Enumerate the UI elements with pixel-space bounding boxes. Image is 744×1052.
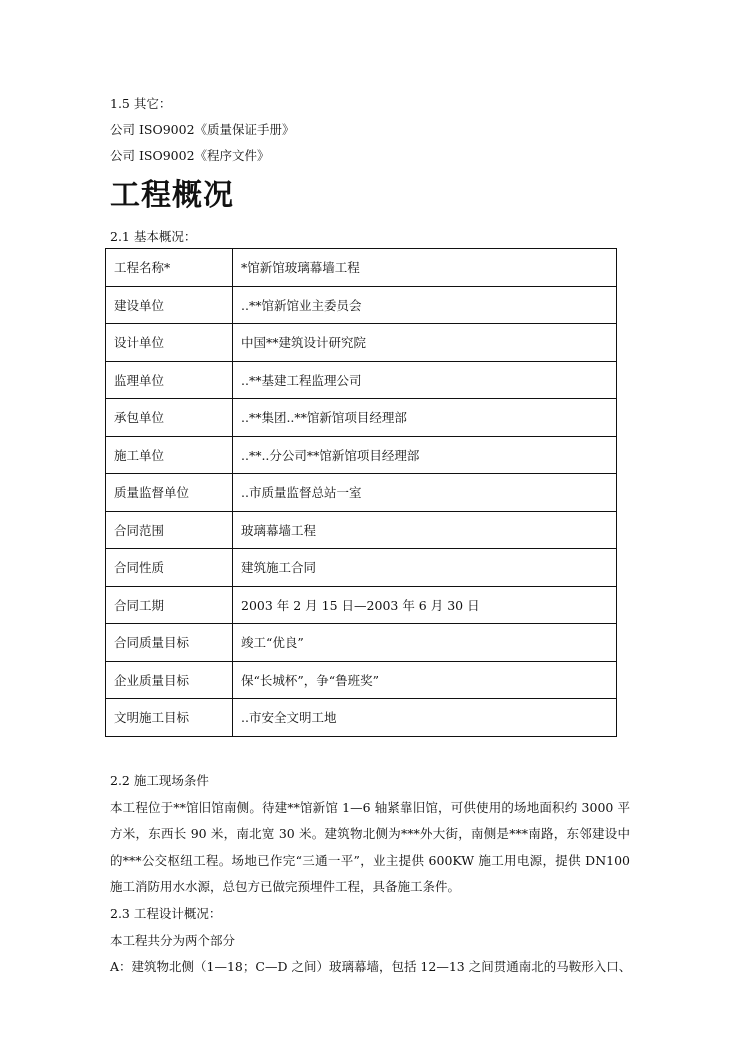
table-row — [106, 661, 617, 699]
row-label: 设计单位 — [106, 324, 233, 362]
section-2-1-title: 2.1 基本概况： — [110, 229, 197, 244]
row-value: ..市质量监督总站一室 — [233, 474, 617, 512]
page-heading: 工程概况 — [110, 178, 234, 213]
row-label: 质量监督单位 — [106, 474, 233, 512]
project-overview-table — [105, 248, 617, 737]
table-row — [106, 699, 617, 737]
site-conditions-paragraph: 本工程位于**馆旧馆南侧。待建**馆新馆 1—6 轴紧靠旧馆，可供使用的场地面积约 3000 平方米，东西长 90 米，南北宽 30 米。建筑物北侧为***外大街，南侧是***南路，东邻建设中的***公交枢纽工程。场地已作完“三通一平”，业主提供 600KW 施工用电源，提供 DN100 施工消防用水水源，总包方已做完预埋件工程，具备施工条件。 — [110, 799, 630, 895]
row-value: ..**集团..**馆新馆项目经理部 — [233, 399, 617, 437]
row-value: ..**基建工程监理公司 — [233, 361, 617, 399]
table-row — [106, 324, 617, 362]
row-value: *馆新馆玻璃幕墙工程 — [233, 249, 617, 287]
row-value: 建筑施工合同 — [233, 549, 617, 587]
row-value: 2003 年 2 月 15 日—2003 年 6 月 30 日 — [233, 586, 617, 624]
table-row — [106, 549, 617, 587]
row-label: 合同范围 — [106, 511, 233, 549]
row-label: 企业质量目标 — [106, 661, 233, 699]
row-label: 监理单位 — [106, 361, 233, 399]
table-row — [106, 361, 617, 399]
reference-quality-manual: 公司 ISO9002《质量保证手册》 — [110, 122, 295, 137]
section-1-5-title: 1.5 其它： — [110, 96, 172, 111]
row-label: 合同性质 — [106, 549, 233, 587]
row-value: 玻璃幕墙工程 — [233, 511, 617, 549]
table-row — [106, 624, 617, 662]
design-overview-part-a: A：建筑物北侧（1—18；C—D 之间）玻璃幕墙，包括 12—13 之间贯通南北的马鞍形入口、 — [110, 959, 632, 975]
row-value: ..**馆新馆业主委员会 — [233, 286, 617, 324]
section-2-3-title: 2.3 工程设计概况： — [110, 905, 222, 921]
row-value: ..市安全文明工地 — [233, 699, 617, 737]
table-row — [106, 586, 617, 624]
row-value: 保“长城杯”，争“鲁班奖” — [233, 661, 617, 699]
row-value: ..**..分公司**馆新馆项目经理部 — [233, 436, 617, 474]
table-row — [106, 436, 617, 474]
body-text — [110, 768, 630, 981]
row-label: 文明施工目标 — [106, 699, 233, 737]
table-row — [106, 474, 617, 512]
table-row — [106, 249, 617, 287]
row-label: 工程名称* — [106, 249, 233, 287]
row-label: 施工单位 — [106, 436, 233, 474]
row-value: 中国**建筑设计研究院 — [233, 324, 617, 362]
row-value: 竣工“优良” — [233, 624, 617, 662]
table-row — [106, 286, 617, 324]
row-label: 合同工期 — [106, 586, 233, 624]
row-label: 合同质量目标 — [106, 624, 233, 662]
section-2-2-title: 2.2 施工现场条件 — [110, 773, 209, 788]
row-label: 承包单位 — [106, 399, 233, 437]
table-row — [106, 399, 617, 437]
row-label: 建设单位 — [106, 286, 233, 324]
reference-procedure-docs: 公司 ISO9002《程序文件》 — [110, 148, 270, 163]
design-overview-intro: 本工程共分为两个部分 — [110, 932, 236, 948]
table-row — [106, 511, 617, 549]
